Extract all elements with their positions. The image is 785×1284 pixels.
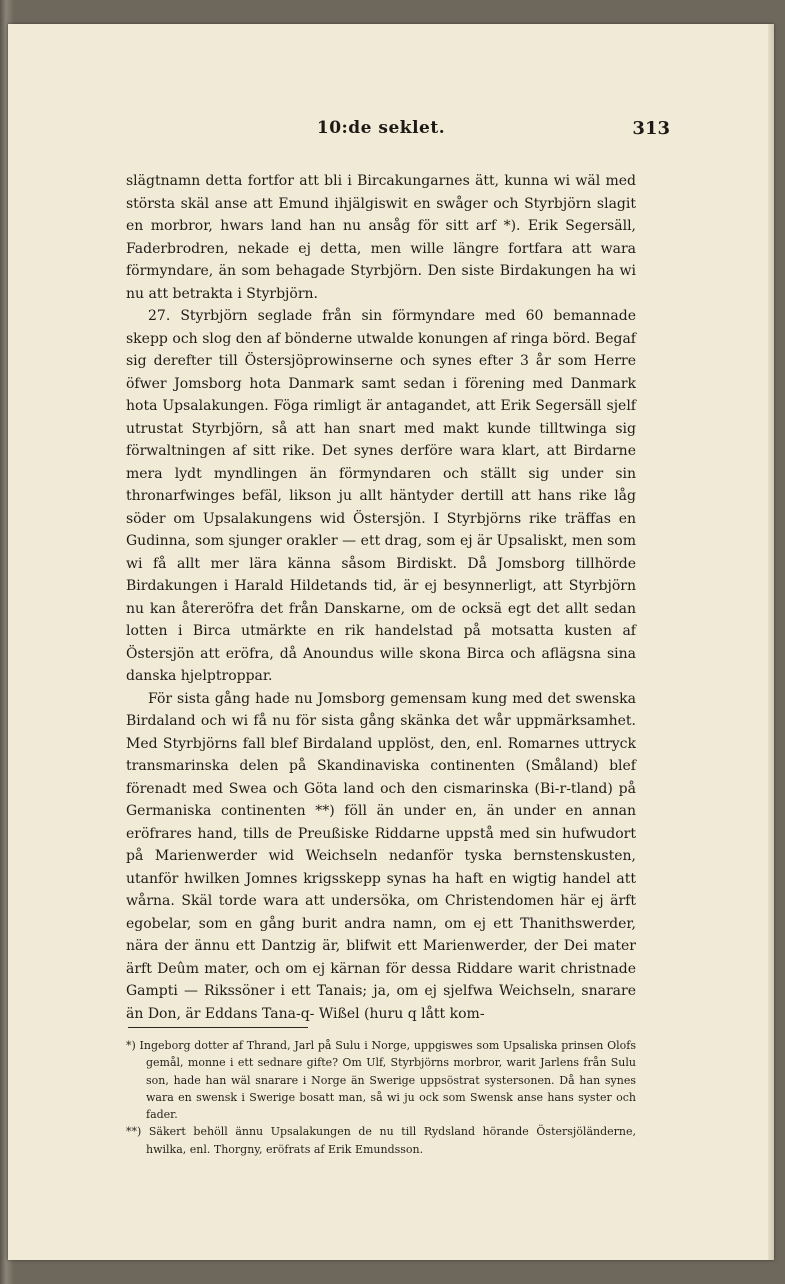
footnotes <box>126 1037 636 1158</box>
page-edge-shadow <box>768 24 774 1260</box>
paragraph-section-27: 27. Styrbjörn seglade från sin förmyndare med 60 bemannade skepp och slog den af bönderne utwalde konungen af ringa börd. Begaf sig derefter till Östersjöprowinserne och synes efter 3 år som Herre öfwer Jomsborg hota Danmark samt sedan i förening med Danmark hota Upsalakungen. Föga rimligt är antagandet, att Erik Segersäll sjelf utrustat Styrbjörn, så att han snart med makt kunde tilltwinga sig förwaltningen af sitt rike. Det synes derföre wara klart, att Birdarne mera lydt myndlingen än förmyndaren och ställt sig under sin thronarfwinges befäl, likson ju allt häntyder dertill att hans rike låg söder om Upsalakungens wid Östersjön. I Styrbjörns rike träffas en Gudinna, som sjunger orakler — ett drag, som ej är Upsaliskt, men som wi få allt mer lära känna såsom Birdiskt. Då Jomsborg tillhörde Birdakungen i Harald Hildetands tid, är ej besynnerligt, att Styrbjörn nu kan återeröfra det från Danskarne, om de ocksä egt det allt sedan lotten i Birca utmärkte en rik handelstad på motsatta kusten af Östersjön att eröfra, då Anoundus wille skona Birca och aflägsna sina danska hjelptroppar. <box>126 308 636 684</box>
footnote-rule <box>128 1027 308 1028</box>
main-text <box>126 170 636 1025</box>
book-page <box>8 24 774 1260</box>
page-header <box>92 118 670 140</box>
paragraph-jomsborg: För sista gång hade nu Jomsborg gemensam kung med det swenska Birdaland och wi få nu för sista gång skänka det wår uppmärksamhet. Med Styrbjörns fall blef Birdaland upplöst, den, enl. Romarnes uttryck transmarinska delen på Skandinaviska continenten (Småland) blef förenadt med Swea och Göta land och den cismarinska (Bi-r-tland) på Germaniska continenten **) föll än under en, än under en annan eröfrares hand, tills de Preußiske Riddarne uppstå med sin hufwudort på Marienwerder wid Weichseln nedanför tyska bernstenskusten, utanför hwilken Jomnes krigsskepp synas ha haft en wigtig handel att wårna. Skäl torde wara att undersöka, om Christendomen här ej ärft egobelar, som en gång burit andra namn, om ej ett Thanithswerder, nära der ännu ett Dantzig är, blifwit ett Marienwerder, der Dei mater ärft Deûm mater, och om ej kärnan för dessa Riddare warit christnade Gampti — Rikssöner i ett Tanais; ja, om ej sjelfwa Weichseln, snarare än Don, är Eddans Tana-q- Wißel (huru q lått kom- <box>126 690 636 1022</box>
page-number: 313 <box>632 118 670 139</box>
running-title: 10:de seklet. <box>316 118 446 138</box>
footnote-2: **) Säkert behöll ännu Upsalakungen de nu till Rydsland hörande Östersjöländerne, hwilka, enl. Thorgny, eröfrats af Erik Emundsson. <box>126 1125 636 1156</box>
footnote-1: *) Ingeborg dotter af Thrand, Jarl på Sulu i Norge, uppgiswes som Upsaliska prinsen Olofs gemål, monne i ett sednare gifte? Om Ulf, Styrbjörns morbror, warit Jarlens från Sulu son, hade han wäl snarare i Norge än Swerige uppsöstrat systersonen. Då han synes wara en swensk i Swerige bosatt man, så wi ju ock som Swensk anse hans syster och fader. <box>126 1039 636 1122</box>
paragraph-continuation: slägtnamn detta fortfor att bli i Bircakungarnes ätt, kunna wi wäl med största skäl anse att Emund ihjälgiswit en swåger och Styrbjörn slagit en morbror, hwars land han nu ansåg för sitt arf *). Erik Segersäll, Faderbrodren, nekade ej detta, men wille längre fortfara att wara förmyndare, än som behagade Styrbjörn. Den siste Birdakungen ha wi nu att betrakta i Styrbjörn. <box>126 173 636 302</box>
